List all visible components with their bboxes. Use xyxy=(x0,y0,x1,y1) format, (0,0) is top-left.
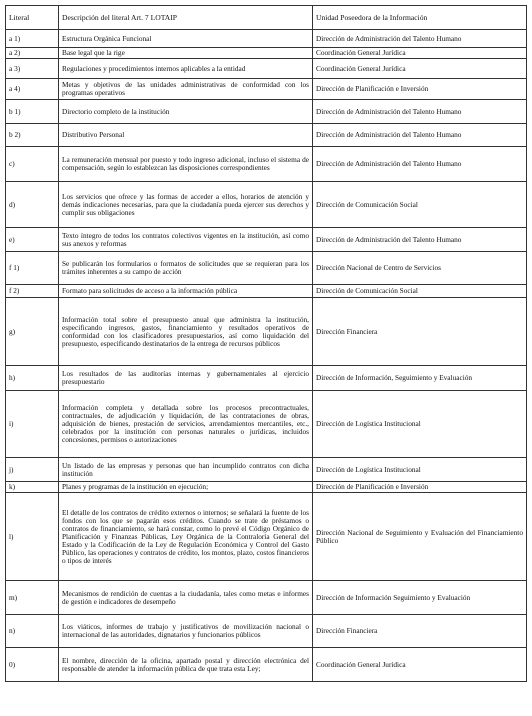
cell-literal: g) xyxy=(6,298,59,366)
table-row xyxy=(6,30,527,48)
cell-literal: k) xyxy=(6,482,59,493)
cell-unidad: Dirección Nacional de Centro de Servicios xyxy=(313,252,527,285)
table-row xyxy=(6,581,527,615)
cell-unidad: Dirección de Administración del Talento Humano xyxy=(313,124,527,147)
table-row xyxy=(6,391,527,458)
cell-unidad: Dirección de Comunicación Social xyxy=(313,182,527,228)
cell-descripcion: Se publicarán los formularios o formatos de solicitudes que se requieran para los trámites inherentes a su campo de acción xyxy=(59,252,313,285)
table-row xyxy=(6,366,527,391)
table-row xyxy=(6,615,527,648)
cell-unidad: Dirección de Administración del Talento Humano xyxy=(313,228,527,252)
cell-literal: l) xyxy=(6,493,59,581)
cell-descripcion: Los servicios que ofrece y las formas de acceder a ellos, horarios de atención y demás indicaciones necesarias, para que la ciudadanía pueda ejercer sus derechos y cumplir sus obligaciones xyxy=(59,182,313,228)
cell-unidad: Dirección de Logística Institucional xyxy=(313,391,527,458)
cell-literal: a 4) xyxy=(6,79,59,100)
header-literal: Literal xyxy=(6,6,59,30)
cell-unidad: Dirección Nacional de Seguimiento y Evaluación del Financiamiento Público xyxy=(313,493,527,581)
cell-descripcion: El detalle de los contratos de crédito externos o internos; se señalará la fuente de los fondos con los que se pagarán esos créditos. Cuando se trate de préstamos o contratos de financiamiento, se hará constar, como lo prevé el Código Orgánico de Planificación y Finanzas Públicas, Ley Orgánica de la Contraloría General del Estado y la Codificación de la Ley de Regulación Económica y Control del Gasto Público, las operaciones y contratos de crédito, los montos, plazo, costos financieros o tipos de interés xyxy=(59,493,313,581)
cell-literal: m) xyxy=(6,581,59,615)
table-row xyxy=(6,285,527,298)
cell-descripcion: Información completa y detallada sobre los procesos precontractuales, contractuales, de adjudicación y liquidación, de las contrataciones de obras, adquisición de bienes, prestación de servicios, arrendamientos mercantiles, etc., celebrados por la institución con personas naturales o jurídicas, incluidos concesiones, permisos o autorizaciones xyxy=(59,391,313,458)
table-row xyxy=(6,493,527,581)
cell-descripcion: Los resultados de las auditorías internas y gubernamentales al ejercicio presupuestario xyxy=(59,366,313,391)
cell-descripcion: Los viáticos, informes de trabajo y justificativos de movilización nacional o internacional de las autoridades, dignatarios y funcionarios públicos xyxy=(59,615,313,648)
table-row xyxy=(6,252,527,285)
table-header-row xyxy=(6,6,527,30)
cell-unidad: Dirección de Planificación e Inversión xyxy=(313,482,527,493)
cell-literal: 0) xyxy=(6,648,59,682)
cell-descripcion: La remuneración mensual por puesto y todo ingreso adicional, incluso el sistema de compensación, según lo establezcan las disposiciones correspondientes xyxy=(59,147,313,182)
cell-unidad: Dirección de Administración del Talento Humano xyxy=(313,30,527,48)
header-unidad: Unidad Poseedora de la Información xyxy=(313,6,527,30)
table-row xyxy=(6,124,527,147)
table-row xyxy=(6,48,527,59)
cell-unidad: Coordinación General Jurídica xyxy=(313,59,527,79)
cell-literal: e) xyxy=(6,228,59,252)
cell-unidad: Dirección de Logística Institucional xyxy=(313,458,527,482)
cell-literal: a 2) xyxy=(6,48,59,59)
cell-unidad: Dirección de Planificación e Inversión xyxy=(313,79,527,100)
cell-literal: b 2) xyxy=(6,124,59,147)
cell-descripcion: Base legal que la rige xyxy=(59,48,313,59)
cell-descripcion: Formato para solicitudes de acceso a la información pública xyxy=(59,285,313,298)
cell-unidad: Dirección de Información, Seguimiento y Evaluación xyxy=(313,366,527,391)
table-row xyxy=(6,298,527,366)
cell-literal: a 1) xyxy=(6,30,59,48)
cell-unidad: Dirección Financiera xyxy=(313,298,527,366)
cell-literal: j) xyxy=(6,458,59,482)
cell-literal: f 2) xyxy=(6,285,59,298)
cell-literal: f 1) xyxy=(6,252,59,285)
cell-descripcion: Distributivo Personal xyxy=(59,124,313,147)
cell-descripcion: Directorio completo de la institución xyxy=(59,100,313,124)
table-row xyxy=(6,100,527,124)
cell-literal: b 1) xyxy=(6,100,59,124)
cell-descripcion: Planes y programas de la institución en ejecución; xyxy=(59,482,313,493)
cell-literal: c) xyxy=(6,147,59,182)
cell-unidad: Dirección Financiera xyxy=(313,615,527,648)
table-row xyxy=(6,79,527,100)
table-row xyxy=(6,228,527,252)
cell-descripcion: Información total sobre el presupuesto anual que administra la institución, especificando ingresos, gastos, financiamiento y resultados operativos de conformidad con los clasificadores presupuestarios, así como liquidación del presupuesto, especificando destinatarios de la entrega de recursos públicos xyxy=(59,298,313,366)
cell-unidad: Dirección de Administración del Talento Humano xyxy=(313,147,527,182)
table-row xyxy=(6,147,527,182)
table-row xyxy=(6,458,527,482)
lotaip-table xyxy=(5,5,527,682)
cell-descripcion: Metas y objetivos de las unidades administrativas de conformidad con los programas operativos xyxy=(59,79,313,100)
cell-unidad: Dirección de Administración del Talento Humano xyxy=(313,100,527,124)
cell-literal: h) xyxy=(6,366,59,391)
cell-descripcion: Texto íntegro de todos los contratos colectivos vigentes en la institución, así como sus anexos y reformas xyxy=(59,228,313,252)
cell-descripcion: Mecanismos de rendición de cuentas a la ciudadanía, tales como metas e informes de gestión e indicadores de desempeño xyxy=(59,581,313,615)
cell-literal: d) xyxy=(6,182,59,228)
table-row xyxy=(6,59,527,79)
table-row xyxy=(6,182,527,228)
cell-literal: a 3) xyxy=(6,59,59,79)
table-row xyxy=(6,482,527,493)
cell-unidad: Dirección de Información Seguimiento y Evaluación xyxy=(313,581,527,615)
cell-descripcion: Un listado de las empresas y personas que han incumplido contratos con dicha institución xyxy=(59,458,313,482)
cell-unidad: Coordinación General Jurídica xyxy=(313,648,527,682)
cell-descripcion: El nombre, dirección de la oficina, apartado postal y dirección electrónica del responsable de atender la información pública de que trata esta Ley; xyxy=(59,648,313,682)
cell-literal: n) xyxy=(6,615,59,648)
cell-descripcion: Regulaciones y procedimientos internos aplicables a la entidad xyxy=(59,59,313,79)
cell-unidad: Coordinación General Jurídica xyxy=(313,48,527,59)
cell-descripcion: Estructura Orgánica Funcional xyxy=(59,30,313,48)
table-row xyxy=(6,648,527,682)
cell-literal: i) xyxy=(6,391,59,458)
header-descripcion: Descripción del literal Art. 7 LOTAIP xyxy=(59,6,313,30)
cell-unidad: Dirección de Comunicación Social xyxy=(313,285,527,298)
